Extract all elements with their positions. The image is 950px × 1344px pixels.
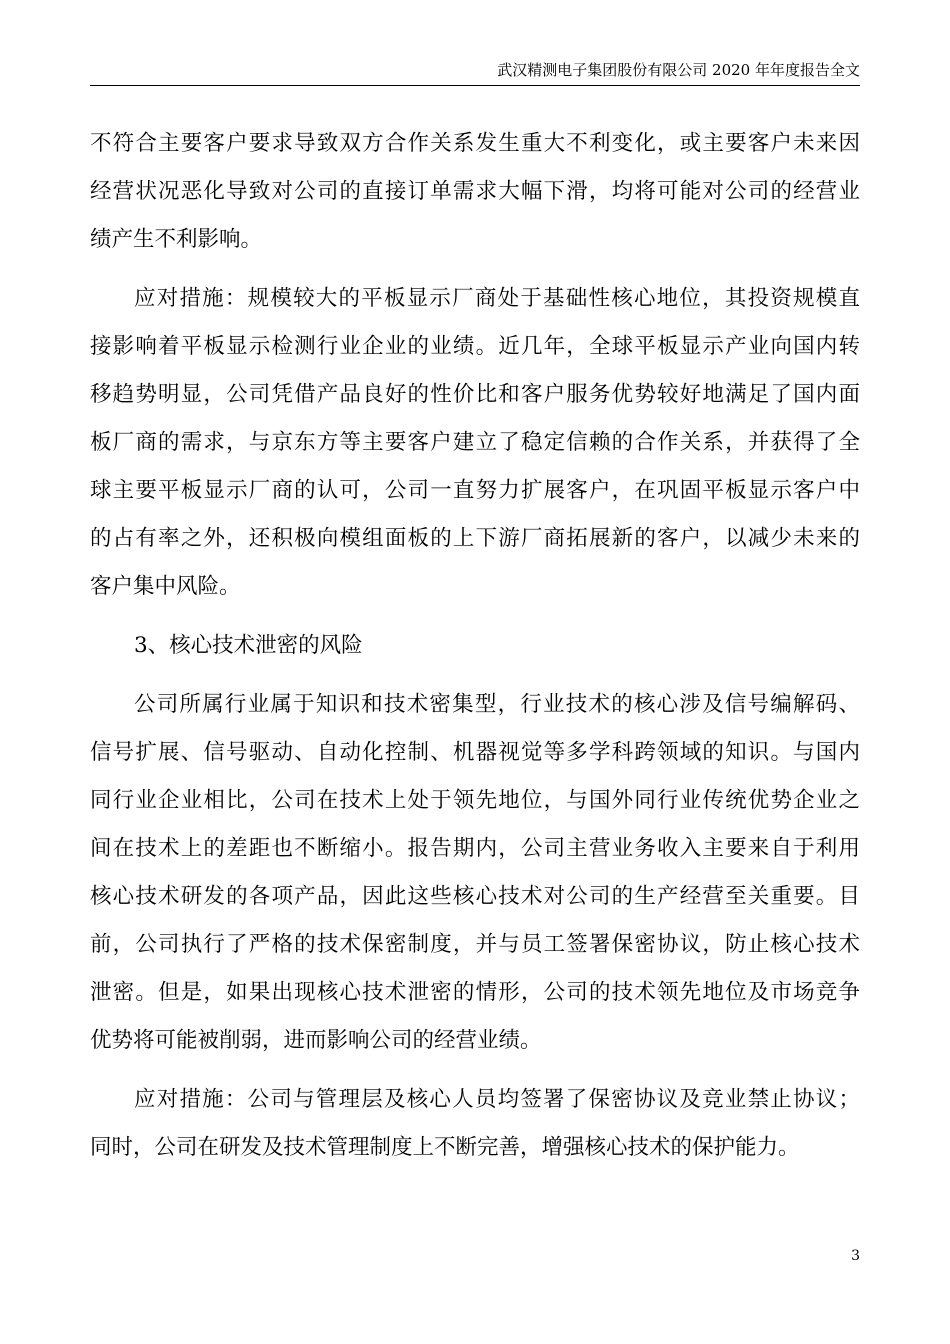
section-heading: 3、核心技术泄密的风险 xyxy=(134,633,363,658)
text-line: 前，公司执行了严格的技术保密制度，并与员工签署保密协议，防止核心技术 xyxy=(90,932,860,957)
text-line: 绩产生不利影响。 xyxy=(90,227,263,252)
text-line: 移趋势明显，公司凭借产品良好的性价比和客户服务优势较好地满足了国内面 xyxy=(90,382,860,407)
text-line: 间在技术上的差距也不断缩小。报告期内，公司主营业务收入主要来自于利用 xyxy=(90,836,860,861)
text-line: 经营状况恶化导致对公司的直接订单需求大幅下滑，均将可能对公司的经营业 xyxy=(90,179,860,204)
text-line: 板厂商的需求，与京东方等主要客户建立了稳定信赖的合作关系，并获得了全 xyxy=(90,430,860,455)
text-line: 接影响着平板显示检测行业企业的业绩。近几年，全球平板显示产业向国内转 xyxy=(90,334,860,359)
text-line: 同时，公司在研发及技术管理制度上不断完善，增强核心技术的保护能力。 xyxy=(90,1135,800,1160)
text-line: 泄密。但是，如果出现核心技术泄密的情形，公司的技术领先地位及市场竞争 xyxy=(90,980,860,1005)
page-body xyxy=(90,120,860,1172)
text-line: 优势将可能被削弱，进而影响公司的经营业绩。 xyxy=(90,1028,542,1053)
text-line: 信号扩展、信号驱动、自动化控制、机器视觉等多学科跨领域的知识。与国内 xyxy=(90,740,860,765)
running-header: 武汉精测电子集团股份有限公司 2020 年年度报告全文 xyxy=(497,61,860,79)
text-line: 公司所属行业属于知识和技术密集型，行业技术的核心涉及信号编解码、 xyxy=(134,692,860,717)
text-line: 核心技术研发的各项产品，因此这些核心技术对公司的生产经营至关重要。目 xyxy=(90,884,860,909)
paragraph-customer-risk-continued xyxy=(90,120,860,264)
paragraph-tech-leak-risk xyxy=(90,681,860,1065)
page-number: 3 xyxy=(851,1248,860,1264)
paragraph-tech-leak-measures xyxy=(90,1076,860,1172)
section-heading-tech-leak-risk xyxy=(90,622,860,670)
paragraph-customer-risk-measures xyxy=(90,275,860,611)
text-line: 应对措施：规模较大的平板显示厂商处于基础性核心地位，其投资规模直 xyxy=(134,286,860,311)
text-line: 不符合主要客户要求导致双方合作关系发生重大不利变化，或主要客户未来因 xyxy=(90,131,860,156)
text-line: 的占有率之外，还积极向模组面板的上下游厂商拓展新的客户，以减少未来的 xyxy=(90,526,860,551)
text-line: 应对措施：公司与管理层及核心人员均签署了保密协议及竞业禁止协议； xyxy=(134,1087,860,1112)
text-line: 客户集中风险。 xyxy=(90,574,241,599)
header-divider xyxy=(90,85,860,86)
text-line: 同行业企业相比，公司在技术上处于领先地位，与国外同行业传统优势企业之 xyxy=(90,788,860,813)
text-line: 球主要平板显示厂商的认可，公司一直努力扩展客户，在巩固平板显示客户中 xyxy=(90,478,860,503)
